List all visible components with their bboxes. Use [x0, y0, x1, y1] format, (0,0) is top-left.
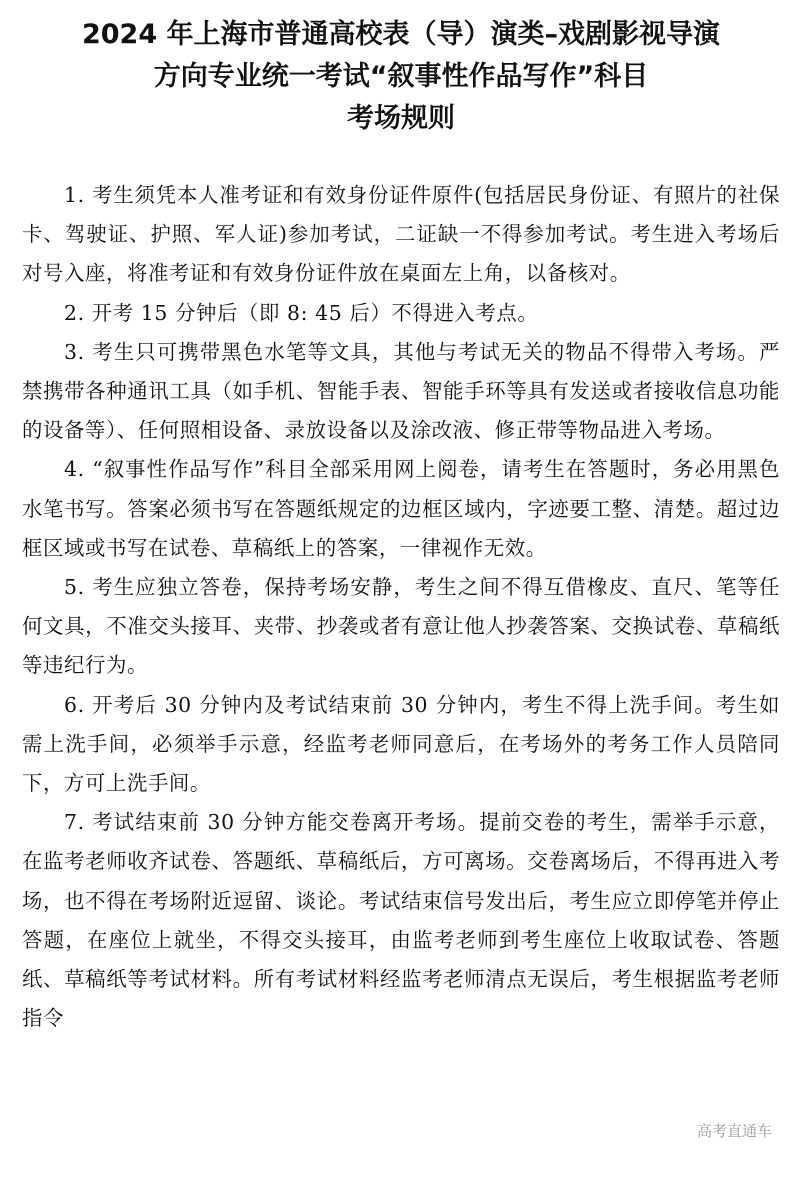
rule-6: 6. 开考后 30 分钟内及考试结束前 30 分钟内，考生不得上洗手间。考生如需上洗手间，必须举手示意，经监考老师同意后，在考场外的考务工作人员陪同下，方可上洗手间。	[22, 692, 780, 796]
rule-5: 5. 考生应独立答卷，保持考场安静，考生之间不得互借橡皮、直尺、笔等任何文具，不准交头接耳、夹带、抄袭或者有意让他人抄袭答案、交换试卷、草稿纸等违纪行为。	[22, 575, 780, 678]
rule-3: 3. 考生只可携带黑色水笔等文具，其他与考试无关的物品不得带入考场。严禁携带各种通讯工具（如手机、智能手表、智能手环等具有发送或者接收信息功能的设备等）、任何照相设备、录放设备以及涂改液、修正带等物品进入考场。	[22, 339, 780, 443]
rules-list	[22, 176, 780, 1038]
rule-1: 1. 考生须凭本人准考证和有效身份证件原件(包括居民身份证、有照片的社保卡、驾驶证、护照、军人证)参加考试，二证缺一不得参加考试。考生进入考场后对号入座，将准考证和有效身份证件放在桌面左上角，以备核对。	[22, 183, 780, 286]
document-title	[22, 14, 780, 140]
rule-4: 4. “叙事性作品写作”科目全部采用网上阅卷，请考生在答题时，务必用黑色水笔书写。答案必须书写在答题纸规定的边框区域内，字迹要工整、清楚。超过边框区域或书写在试卷、草稿纸上的答案，一律视作无效。	[22, 457, 780, 560]
title-line-1: 2024 年上海市普通高校表（导）演类–戏剧影视导演	[81, 19, 721, 50]
rule-7: 7. 考试结束前 30 分钟方能交卷离开考场。提前交卷的考生，需举手示意，在监考老师收齐试卷、答题纸、草稿纸后，方可离场。交卷离场后，不得再进入考场，也不得在考场附近逗留、谈论。考试结束信号发出后，考生应立即停笔并停止答题，在座位上就坐，不得交头接耳，由监考老师到考生座位上收取试卷、答题纸、草稿纸等考试材料。所有考试材料经监考老师清点无误后，考生根据监考老师指令	[22, 810, 780, 1031]
title-line-2: 方向专业统一考试“叙事性作品写作”科目	[153, 61, 649, 92]
title-line-3: 考场规则	[347, 103, 455, 134]
watermark: 高考直通车	[696, 1122, 772, 1140]
rule-2: 2. 开考 15 分钟后（即 8: 45 后）不得进入考点。	[64, 300, 539, 325]
